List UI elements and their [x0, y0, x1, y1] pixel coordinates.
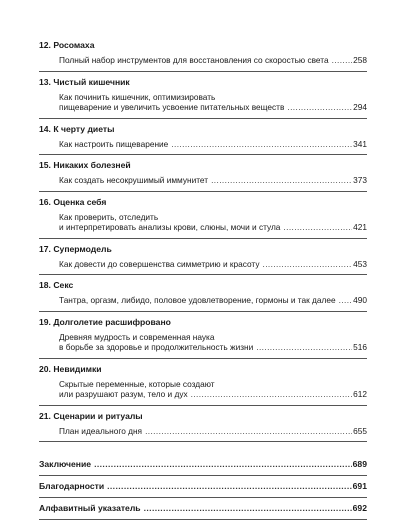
toc-entry[interactable] [59, 259, 367, 275]
chapter-title[interactable]: 18. Секс [39, 280, 74, 290]
page-number: 612 [353, 389, 367, 399]
page-number: 691 [352, 481, 367, 491]
divider [39, 274, 367, 275]
page-number: 453 [353, 258, 367, 269]
page-number: 516 [353, 342, 367, 352]
dot-leader [339, 295, 353, 306]
entry-text: или разрушают разум, тело и дух [59, 389, 188, 399]
back-matter-title: Благодарности [39, 481, 105, 491]
chapter-title[interactable]: 16. Оценка себя [39, 196, 107, 207]
toc-chapter [39, 244, 367, 276]
chapter-title[interactable]: 21. Сценарии и ритуалы [39, 410, 143, 421]
back-matter-title: Алфавитный указатель [39, 503, 141, 513]
toc-back-matter-item[interactable] [39, 503, 367, 514]
entry-text: Как создать несокрушимый иммунитет [59, 175, 209, 185]
dot-leader [283, 222, 352, 233]
toc-chapter [39, 411, 367, 443]
entry-text: и интерпретировать анализы крови, слюны, мочи и стула [59, 222, 281, 232]
divider [39, 71, 367, 72]
chapter-title[interactable]: 20. Невидимки [39, 363, 102, 374]
toc-entry[interactable] [59, 92, 367, 118]
toc-chapter [39, 317, 367, 359]
entry-text: Как починить кишечник, оптимизировать [59, 91, 216, 102]
divider [39, 191, 367, 192]
page-number: 421 [353, 222, 367, 232]
divider [39, 118, 367, 119]
page-number: 655 [353, 425, 367, 436]
toc-back-matter-item[interactable] [39, 481, 367, 492]
dot-leader [171, 139, 352, 150]
entry-text: Как настроить пищеварение [59, 138, 169, 149]
dot-leader [145, 426, 352, 437]
entry-text: пищеварение и увеличить усвоение питательных веществ [59, 102, 285, 112]
entry-text: Полный набор инструментов для восстановления со скоростью света [59, 55, 329, 65]
dot-leader [256, 342, 352, 353]
chapter-title[interactable]: 19. Долголетие расшифровано [39, 316, 171, 327]
divider [39, 405, 367, 406]
dot-leader [191, 389, 353, 400]
chapter-title[interactable]: 17. Супермодель [39, 243, 112, 254]
divider [39, 497, 367, 498]
chapter-title[interactable]: 15. Никаких болезней [39, 160, 131, 170]
toc-chapter [39, 280, 367, 312]
page-number: 341 [353, 138, 367, 149]
page-number: 689 [352, 459, 367, 469]
divider [39, 358, 367, 359]
page-number: 373 [353, 175, 367, 185]
chapter-title[interactable]: 14. К черту диеты [39, 123, 115, 134]
dot-leader [94, 459, 352, 470]
dot-leader [287, 102, 352, 113]
toc-chapter [39, 364, 367, 406]
toc-back-matter-item[interactable] [39, 459, 367, 470]
toc-entry[interactable] [59, 55, 367, 71]
divider [39, 311, 367, 312]
toc-entry[interactable] [59, 379, 367, 405]
toc-entry[interactable] [59, 332, 367, 358]
entry-text: Тантра, оргазм, либидо, половое удовлетворение, гормоны и так далее [59, 295, 336, 305]
divider [39, 475, 367, 476]
page-number: 692 [352, 503, 367, 513]
toc-entry[interactable] [59, 212, 367, 238]
divider [39, 441, 367, 442]
toc-entry[interactable] [59, 295, 367, 311]
entry-text: в борьбе за здоровье и продолжительность жизни [59, 342, 254, 352]
toc-entry[interactable] [59, 139, 367, 155]
dot-leader [262, 259, 352, 270]
entry-text: Скрытые переменные, которые создают [59, 378, 215, 389]
toc-entry[interactable] [59, 175, 367, 191]
toc-chapter [39, 124, 367, 156]
page-number: 490 [353, 295, 367, 305]
toc-chapter [39, 197, 367, 239]
page-number: 294 [353, 102, 367, 112]
toc-chapter [39, 77, 367, 119]
divider [39, 519, 367, 520]
chapter-title[interactable]: 12. Росомаха [39, 40, 95, 50]
entry-text: План идеального дня [59, 425, 143, 436]
back-matter-title: Заключение [39, 459, 92, 469]
divider [39, 154, 367, 155]
dot-leader [107, 481, 352, 492]
dot-leader [211, 175, 352, 186]
entry-text: Как довести до совершенства симметрию и красоту [59, 258, 260, 269]
page-number: 258 [353, 55, 367, 65]
entry-text: Как проверить, отследить [59, 211, 159, 222]
section-spacer [39, 447, 367, 459]
chapter-title[interactable]: 13. Чистый кишечник [39, 76, 130, 87]
dot-leader [332, 55, 353, 66]
toc-chapter [39, 160, 367, 192]
toc-chapter [39, 40, 367, 72]
toc-entry[interactable] [59, 426, 367, 442]
divider [39, 238, 367, 239]
dot-leader [144, 503, 352, 514]
entry-text: Древняя мудрость и современная наука [59, 331, 215, 342]
